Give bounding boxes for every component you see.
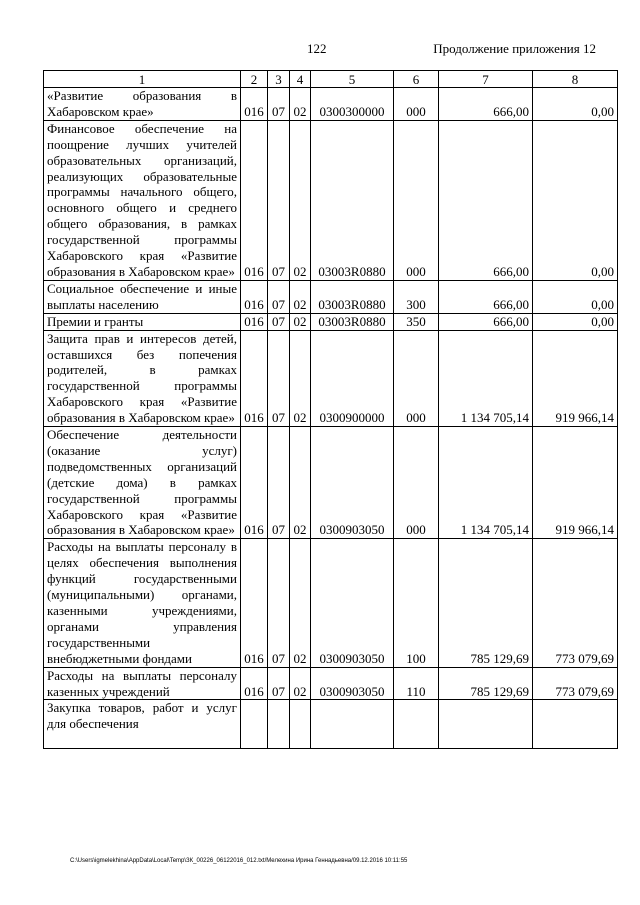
ministry-code: 016 — [241, 280, 268, 313]
expense-type-code: 350 — [394, 313, 439, 330]
column-header: 4 — [290, 71, 311, 88]
target-article-code: 0300300000 — [311, 88, 394, 121]
target-article-code: 0300900000 — [311, 330, 394, 426]
column-header: 8 — [533, 71, 618, 88]
ministry-code: 016 — [241, 667, 268, 700]
expense-type-code — [394, 700, 439, 749]
amount-col7: 1 134 705,14 — [439, 427, 533, 539]
column-header: 5 — [311, 71, 394, 88]
amount-col8: 0,00 — [533, 120, 618, 280]
continuation-label: Продолжение приложения 12 — [433, 41, 596, 56]
row-name: «Развитие образования в Хабаровском крае» — [44, 88, 241, 121]
table-row — [44, 120, 618, 280]
amount-col7: 666,00 — [439, 313, 533, 330]
column-header: 3 — [268, 71, 290, 88]
column-header: 7 — [439, 71, 533, 88]
expense-type-code: 000 — [394, 427, 439, 539]
table-row — [44, 330, 618, 426]
section-code — [268, 700, 290, 749]
ministry-code: 016 — [241, 88, 268, 121]
budget-table — [43, 70, 618, 749]
expense-type-code: 300 — [394, 280, 439, 313]
expense-type-code: 110 — [394, 667, 439, 700]
expense-type-code: 000 — [394, 120, 439, 280]
amount-col8: 0,00 — [533, 313, 618, 330]
table-header-row — [44, 71, 618, 88]
row-name: Финансовое обеспечение на поощрение лучших учителей образовательных организаций, реализующих образовательные программы начального общего, основного общего и среднего общего образования, в рамках государственной программы Хабаровского края «Развитие образования в Хабаровском крае» — [44, 120, 241, 280]
column-header: 2 — [241, 71, 268, 88]
amount-col8: 0,00 — [533, 280, 618, 313]
row-name: Закупка товаров, работ и услуг для обеспечения — [44, 700, 241, 749]
ministry-code: 016 — [241, 313, 268, 330]
table-row — [44, 700, 618, 749]
subsection-code: 02 — [290, 313, 311, 330]
table-row — [44, 88, 618, 121]
row-name: Премии и гранты — [44, 313, 241, 330]
expense-type-code: 000 — [394, 88, 439, 121]
subsection-code: 02 — [290, 88, 311, 121]
section-code: 07 — [268, 539, 290, 667]
amount-col7 — [439, 700, 533, 749]
table-row — [44, 313, 618, 330]
target-article-code: 03003R0880 — [311, 280, 394, 313]
section-code: 07 — [268, 667, 290, 700]
subsection-code — [290, 700, 311, 749]
column-header: 1 — [44, 71, 241, 88]
subsection-code: 02 — [290, 330, 311, 426]
column-header: 6 — [394, 71, 439, 88]
amount-col8: 919 966,14 — [533, 330, 618, 426]
section-code: 07 — [268, 88, 290, 121]
ministry-code: 016 — [241, 539, 268, 667]
amount-col7: 1 134 705,14 — [439, 330, 533, 426]
table-row — [44, 667, 618, 700]
row-name: Социальное обеспечение и иные выплаты населению — [44, 280, 241, 313]
subsection-code: 02 — [290, 427, 311, 539]
amount-col7: 785 129,69 — [439, 667, 533, 700]
table-row — [44, 427, 618, 539]
page-number: 122 — [307, 41, 327, 56]
ministry-code — [241, 700, 268, 749]
target-article-code: 0300903050 — [311, 667, 394, 700]
row-name: Обеспечение деятельности (оказание услуг) подведомственных организаций (детские дома) в рамках государственной программы Хабаровского края «Развитие образования в Хабаровском крае» — [44, 427, 241, 539]
expense-type-code: 000 — [394, 330, 439, 426]
target-article-code: 0300903050 — [311, 427, 394, 539]
section-code: 07 — [268, 120, 290, 280]
amount-col8: 773 079,69 — [533, 539, 618, 667]
subsection-code: 02 — [290, 120, 311, 280]
subsection-code: 02 — [290, 539, 311, 667]
subsection-code: 02 — [290, 667, 311, 700]
amount-col8: 0,00 — [533, 88, 618, 121]
amount-col7: 785 129,69 — [439, 539, 533, 667]
row-name: Расходы на выплаты персоналу в целях обеспечения выполнения функций государственными (муниципальными) органами, казенными учреждениями, органами управления государственными внебюджетными фондами — [44, 539, 241, 667]
target-article-code: 03003R0880 — [311, 120, 394, 280]
subsection-code: 02 — [290, 280, 311, 313]
row-name: Расходы на выплаты персоналу казенных учреждений — [44, 667, 241, 700]
file-path-footer: C:\Users\igmelekhina\AppData\Local\Temp\ЗК_00226_06122016_012.txt/Мелехина Ирина Геннадьевна/09.12.2016 10:11:55 — [70, 858, 408, 864]
table-row — [44, 280, 618, 313]
row-name: Защита прав и интересов детей, оставшихся без попечения родителей, в рамках государственной программы Хабаровского края «Развитие образования в Хабаровском крае» — [44, 330, 241, 426]
amount-col8 — [533, 700, 618, 749]
ministry-code: 016 — [241, 330, 268, 426]
amount-col8: 773 079,69 — [533, 667, 618, 700]
target-article-code — [311, 700, 394, 749]
section-code: 07 — [268, 280, 290, 313]
ministry-code: 016 — [241, 427, 268, 539]
section-code: 07 — [268, 427, 290, 539]
ministry-code: 016 — [241, 120, 268, 280]
target-article-code: 0300903050 — [311, 539, 394, 667]
amount-col8: 919 966,14 — [533, 427, 618, 539]
amount-col7: 666,00 — [439, 120, 533, 280]
amount-col7: 666,00 — [439, 280, 533, 313]
section-code: 07 — [268, 313, 290, 330]
expense-type-code: 100 — [394, 539, 439, 667]
table-row — [44, 539, 618, 667]
target-article-code: 03003R0880 — [311, 313, 394, 330]
amount-col7: 666,00 — [439, 88, 533, 121]
section-code: 07 — [268, 330, 290, 426]
